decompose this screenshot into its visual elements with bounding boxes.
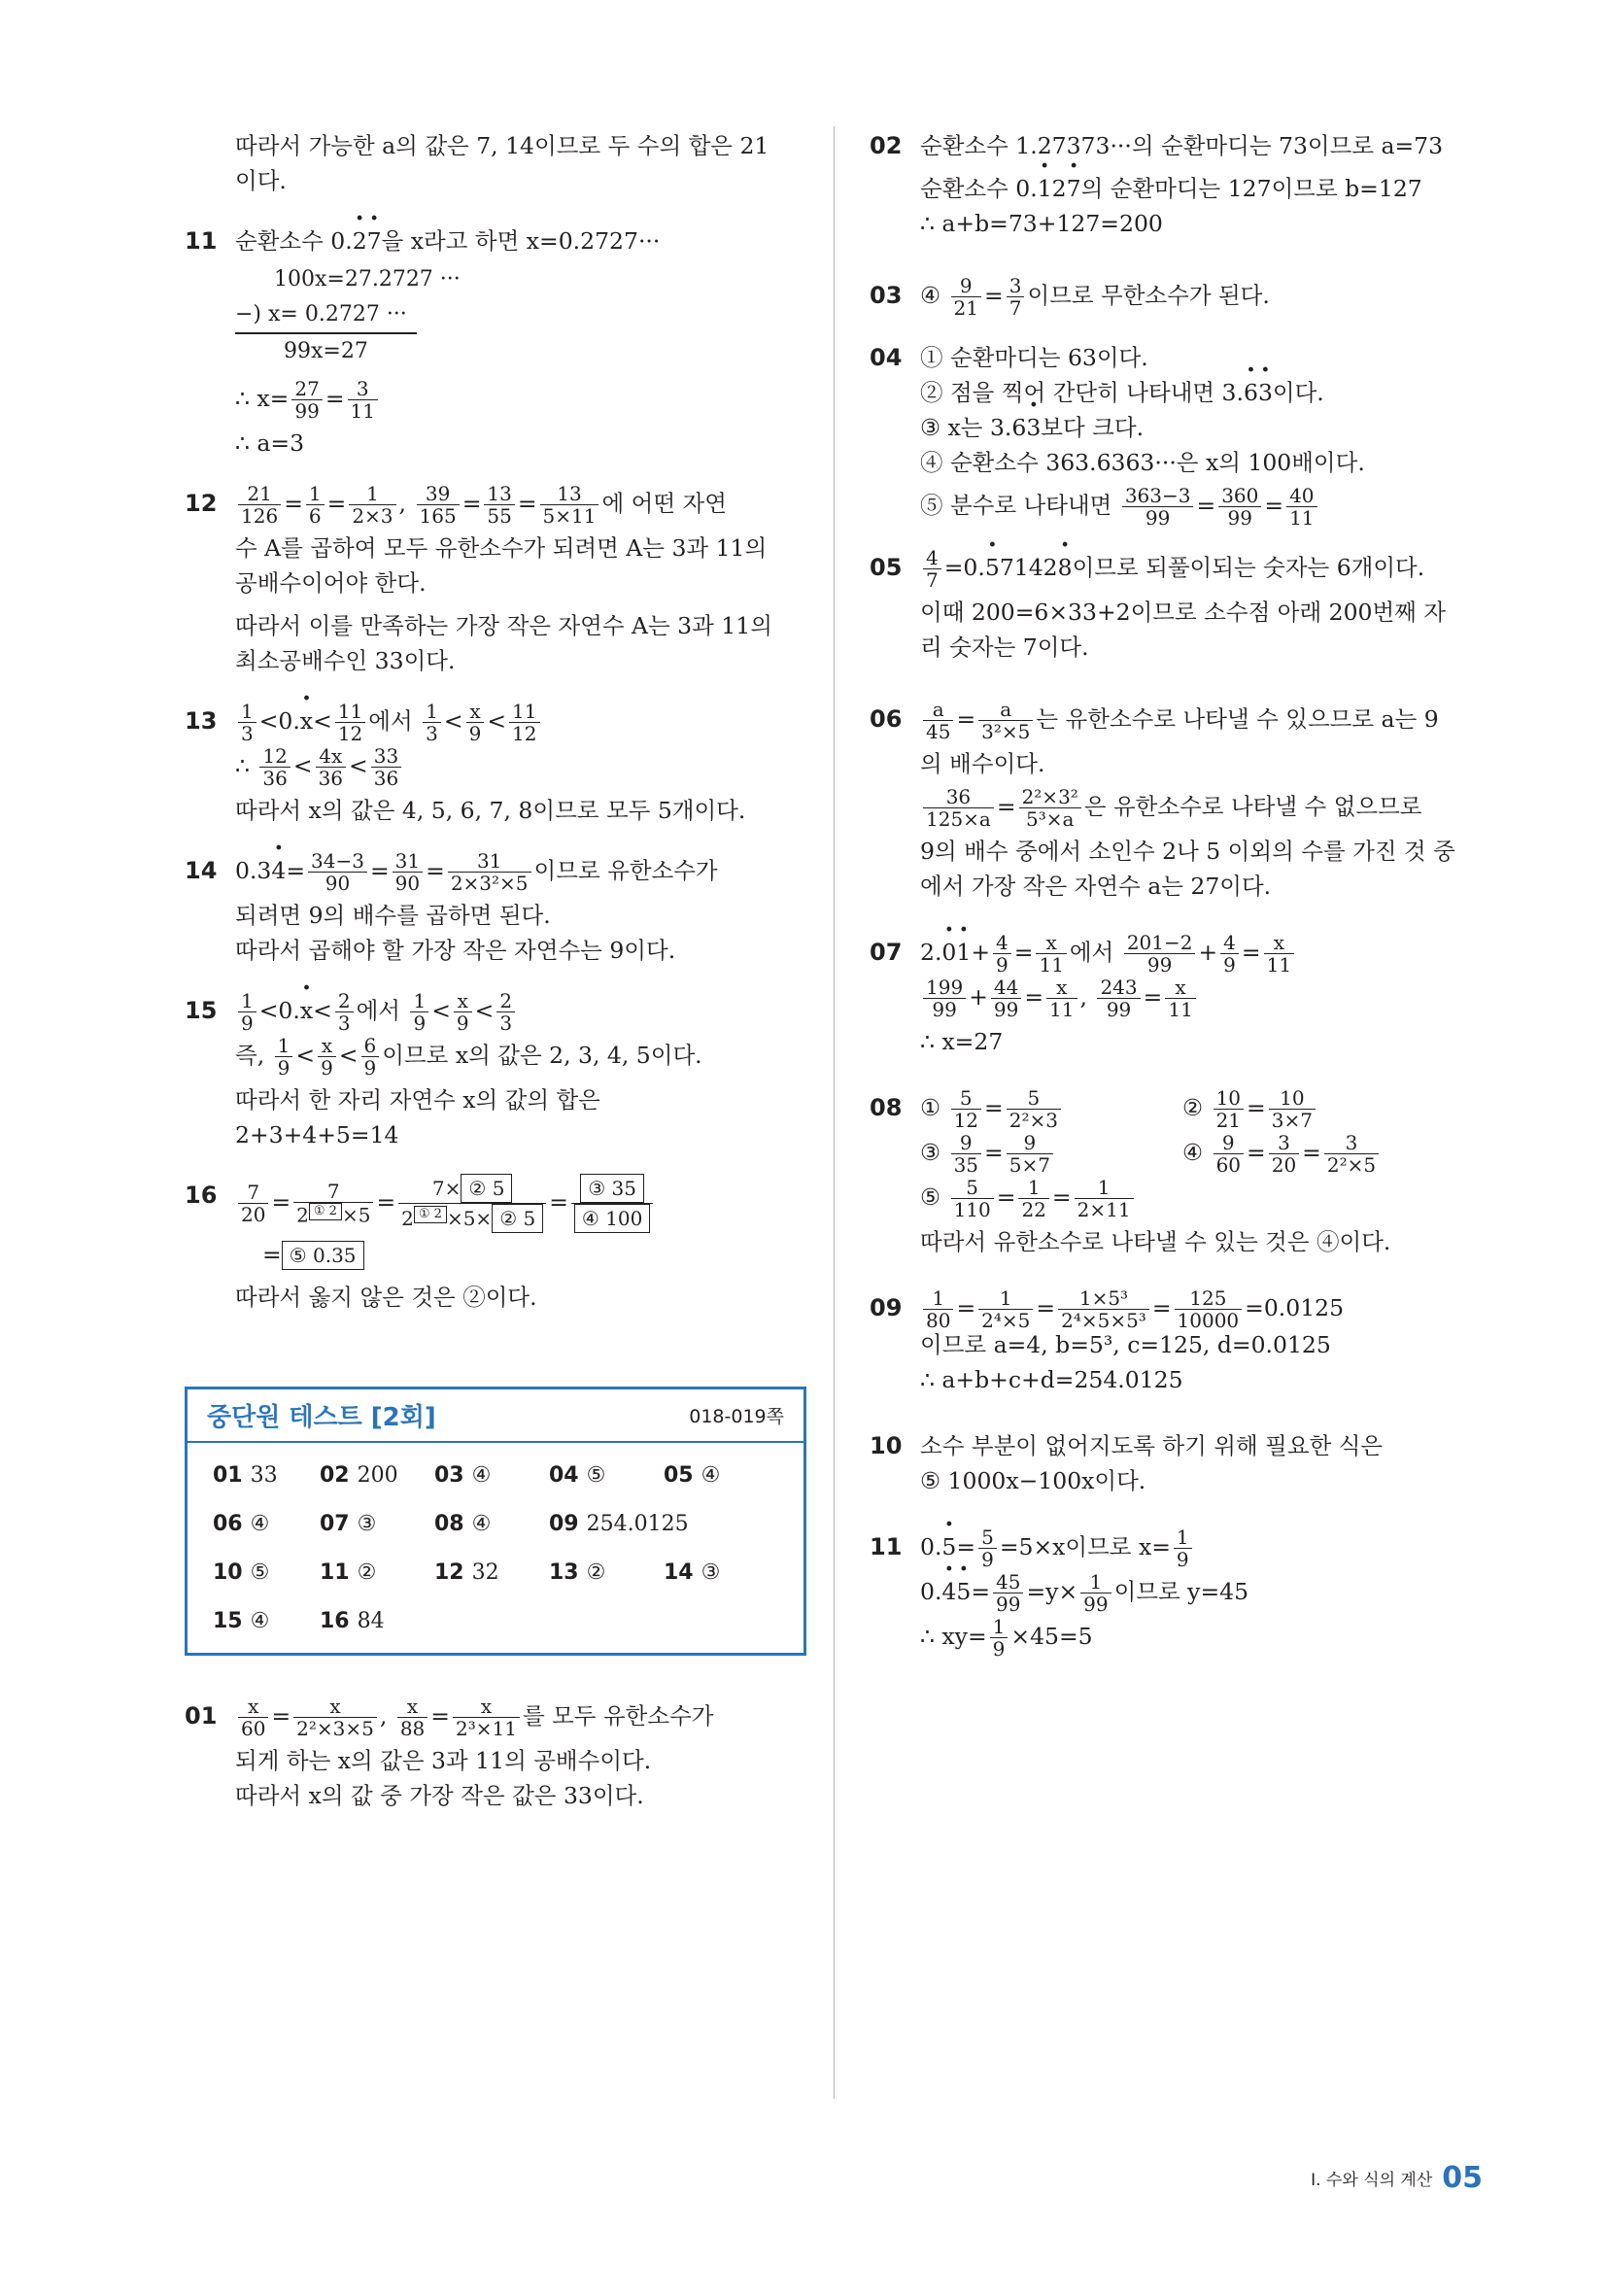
- text-line: 2+3+4+5=14: [235, 1121, 399, 1148]
- problem-04: [870, 336, 1491, 529]
- answer-number: 15: [213, 1609, 243, 1633]
- answer-value: ④: [250, 1512, 270, 1536]
- option: ③ $\frac{9}{35}$ = $\frac{9}{5\times 7}$: [920, 1131, 1182, 1176]
- text-line: ④ $\frac{9}{21}$ = $\frac{3}{7}$ 이므로 무한소수가 된다.: [920, 274, 1270, 320]
- text-line: 되려면 9의 배수를 곱하면 된다.: [235, 902, 551, 929]
- problem-number: 01: [185, 1702, 218, 1730]
- answer-number: 13: [549, 1560, 579, 1585]
- text-line: 의 배수이다.: [920, 750, 1045, 777]
- text-line: 에서 가장 작은 자연수 a는 27이다.: [920, 873, 1272, 900]
- test-pages: 018-019쪽: [689, 1406, 784, 1427]
- problem-number: 08: [870, 1094, 903, 1121]
- answer-value: ③: [357, 1512, 377, 1536]
- answer-item: [320, 1456, 434, 1495]
- problem-number: 11: [185, 227, 218, 255]
- text-line: 순환소수 1.27373···의 순환마디는 73이므로 a=73: [920, 132, 1444, 159]
- answer-number: 01: [213, 1463, 243, 1488]
- text-line: 순환소수 0.1 ·27 ·의 순환마디는 127이므로 b=127: [920, 167, 1491, 210]
- section-title: Ⅰ. 수와 식의 계산: [1311, 2171, 1433, 2190]
- option-line: ⑤ 분수로 나타내면 $\frac{363-3}{99}$ = $\frac{360}{99}$ = $\frac{40}{11}$: [920, 484, 1491, 529]
- problem-number: 09: [870, 1294, 903, 1321]
- text-line: 따라서 x의 값 중 가장 작은 값은 33이다.: [235, 1782, 644, 1809]
- answer-number: 06: [213, 1512, 243, 1536]
- problem-16: [185, 1174, 806, 1319]
- answer-number: 02: [320, 1463, 350, 1488]
- answer-value: ②: [357, 1560, 377, 1585]
- answer-item: [549, 1505, 770, 1544]
- text-line: 이때 200=6×33+2이므로 소수점 아래 200번째 자: [920, 599, 1447, 626]
- text-line: 따라서 가능한 a의 값은 7, 14이므로 두 수의 합은 21: [235, 132, 769, 159]
- problem-number: 06: [870, 705, 903, 733]
- text-line: 수 A를 곱하여 모두 유한소수가 되려면 A는 3과 11의: [235, 534, 768, 562]
- text-line: 최소공배수인 33이다.: [235, 647, 456, 674]
- blank-box: ② 5: [492, 1204, 543, 1233]
- text-line: 리 숫자는 7이다.: [920, 634, 1089, 661]
- problem-number: 10: [870, 1432, 903, 1459]
- text-line: 이므로 a=4, b=5³, c=125, d=0.0125: [920, 1331, 1331, 1358]
- text-line: 따라서 유한소수로 나타낼 수 있는 것은 ④이다.: [920, 1228, 1391, 1255]
- text-line: 이다.: [235, 167, 287, 194]
- option: ① $\frac{5}{12}$ = $\frac{5}{\text{2²×3}}$: [920, 1086, 1182, 1131]
- answer-value: ⑤: [250, 1560, 270, 1585]
- answer-item: [434, 1554, 549, 1593]
- problem-number: 15: [185, 997, 218, 1024]
- right-column: [870, 124, 1491, 1677]
- answer-number: 09: [549, 1512, 579, 1536]
- answer-number: 16: [320, 1609, 350, 1633]
- problem-12: [185, 482, 806, 682]
- problem-09: [870, 1286, 1491, 1401]
- text-line: $\frac{4}{7}$ =0.5 ·71428 ·이므로 되풀이되는 숫자는 6개이다.: [920, 546, 1491, 591]
- problem-number: 11: [870, 1533, 903, 1560]
- answer-value: 84: [357, 1609, 385, 1633]
- text-line: 순환소수 0.2 ·7 ·을 x라고 하면 x=0.2727···: [235, 220, 806, 262]
- text-line: 따라서 옳지 않은 것은 ②이다.: [235, 1284, 537, 1311]
- text-line: $\frac{7}{20}$ = $\frac{7}{\text{2 ① 2 ×5}}$ = $\frac{\text{7× ② 5}}{\text{2 ① 2 ×5× ② 5}}$ = $\frac{\text{③ 35}}{\text{④ 100}}$: [235, 1174, 806, 1233]
- problem-03: [870, 274, 1491, 319]
- text-line: ⑤ 1000x−100x이다.: [920, 1467, 1146, 1494]
- calc-line: −) x= 0.2727 ···: [255, 297, 806, 334]
- problem-11-right: [870, 1525, 1491, 1660]
- grid-spacer: [664, 1602, 770, 1641]
- problem-10-continued: [185, 124, 806, 202]
- problem-08: [870, 1086, 1491, 1263]
- text-line: 0.4 ·5 ·= $\frac{45}{99}$ =y× $\frac{1}{99}$ 이므로 y=45: [920, 1570, 1491, 1615]
- text-line: $\frac{199}{99}$ + $\frac{44}{99}$ = $\frac{x}{11}$ , $\frac{243}{99}$ = $\frac{x}{11}$: [920, 976, 1491, 1020]
- answer-value: ③: [701, 1560, 721, 1585]
- answer-value: 200: [357, 1463, 398, 1488]
- answer-value: ④: [471, 1463, 492, 1488]
- blank-box: ④ 100: [574, 1204, 650, 1233]
- text-line: ∴ a+b=73+127=200: [920, 210, 1163, 237]
- problem-05: [870, 546, 1491, 668]
- problem-number: 12: [185, 490, 218, 517]
- answer-item: [664, 1554, 770, 1593]
- text-line: $\frac{1}{3}$ <0.x ·< $\frac{11}{12}$ 에서 $\frac{1}{3}$ < $\frac{x}{9}$ < $\frac{11}{12}$: [235, 700, 806, 744]
- answer-number: 08: [434, 1512, 464, 1536]
- option-line: ① 순환마디는 63이다.: [920, 344, 1148, 371]
- left-column: [185, 124, 806, 1834]
- option-line: ② 점을 찍어 간단히 나타내면 3.6 ·3 ·이다.: [920, 371, 1491, 414]
- answer-item: [549, 1456, 664, 1495]
- answer-number: 10: [213, 1560, 243, 1585]
- subtraction-calc: [235, 262, 806, 369]
- option-line: ④ 순환소수 363.6363···은 x의 100배이다.: [920, 449, 1365, 476]
- answer-value: 33: [250, 1463, 278, 1488]
- option: ⑤ $\frac{5}{110}$ = $\frac{1}{22}$ = $\frac{1}{2\times 11}$: [920, 1176, 1182, 1220]
- text-line: 9의 배수 중에서 소인수 2나 5 이외의 수를 가진 것 중: [920, 838, 1455, 865]
- answer-value: ④: [471, 1512, 492, 1536]
- text-line: ∴ xy= $\frac{1}{9}$ ×45=5: [920, 1615, 1093, 1661]
- text-line: $\frac{21}{126}$ = $\frac{1}{6}$ = $\frac{1}{2\times 3}$ , $\frac{39}{165}$ = $\frac{13}{55}$ = $\frac{13}{5\times 11}$ 에 어떤 자연: [235, 482, 806, 527]
- problem-11: [185, 220, 806, 464]
- option-row: [920, 1131, 1491, 1176]
- answer-value: ④: [250, 1609, 270, 1633]
- answer-value: ⑤: [586, 1463, 606, 1488]
- text-line: $\frac{1}{9}$ <0.x ·< $\frac{2}{3}$ 에서 $\frac{1}{9}$ < $\frac{x}{9}$ < $\frac{2}{3}$: [235, 989, 806, 1034]
- answer-number: 07: [320, 1512, 350, 1536]
- answer-item: [320, 1602, 434, 1641]
- blank-box: ① 2: [414, 1206, 447, 1223]
- answer-item: [549, 1554, 664, 1593]
- text-line: $\frac{x}{60}$ = $\frac{x}{\text{2²×3×5}}$ , $\frac{x}{88}$ = $\frac{x}{\text{2³×11}}$ 를 모두 유한소수가: [235, 1695, 806, 1739]
- problem-07: [870, 931, 1491, 1063]
- problem-06: [870, 698, 1491, 908]
- text-line: $\frac{1}{80}$ = $\frac{1}{\text{2⁴×5}}$ = $\frac{\text{1×5³}}{\text{2⁴×5×5³}}$ = $\frac{125}{10000}$ =0.0125: [920, 1286, 1491, 1331]
- answer-number: 03: [434, 1463, 464, 1488]
- problem-number: 03: [870, 282, 903, 309]
- problem-number: 02: [870, 132, 903, 159]
- grid-spacer: [549, 1602, 664, 1641]
- text-line: = ⑤ 0.35: [235, 1233, 806, 1276]
- answer-item: [213, 1456, 320, 1495]
- page-number: 05: [1442, 2161, 1483, 2195]
- text-line: ∴ $\frac{12}{36}$ < $\frac{4x}{36}$ < $\frac{33}{36}$: [235, 744, 806, 789]
- answer-item: [664, 1456, 770, 1495]
- answer-item: [434, 1456, 549, 1495]
- text-line: 2.0 ·1 ·+ $\frac{4}{9}$ = $\frac{x}{11}$ 에서 $\frac{201-2}{99}$ + $\frac{4}{9}$ = $\frac{x}{11}$: [920, 931, 1491, 976]
- text-line: 소수 부분이 없어지도록 하기 위해 필요한 식은: [920, 1432, 1384, 1459]
- answer-number: 14: [664, 1560, 694, 1585]
- problem-number: 04: [870, 344, 903, 371]
- problem-number: 07: [870, 939, 903, 966]
- answer-item: [213, 1554, 320, 1593]
- text-line: ∴ a=3: [235, 429, 305, 457]
- text-line: 따라서 한 자리 자연수 x의 값의 합은: [235, 1086, 600, 1114]
- option-line: ③ x는 3.63 ·보다 크다.: [920, 406, 1491, 449]
- problem-number: 14: [185, 857, 218, 884]
- text-line: 따라서 이를 만족하는 가장 작은 자연수 A는 3과 11의: [235, 612, 772, 639]
- problem-10: [870, 1424, 1491, 1502]
- text-line: 공배수이어야 한다.: [235, 569, 427, 597]
- test-title: 중단원 테스트 [2회]: [207, 1403, 436, 1432]
- text-line: $\frac{36}{125\times a}$ = $\frac{\text{2²×3²}}{\text{5³×a}}$ 은 유한소수로 나타낼 수 없으므로: [920, 785, 1491, 830]
- answer-number: 04: [549, 1463, 579, 1488]
- answer-number: 12: [434, 1560, 464, 1585]
- text-line: 0.5 ·= $\frac{5}{9}$ =5×x이므로 x= $\frac{1}{9}$: [920, 1525, 1491, 1570]
- calc-line: 99x=27: [284, 339, 368, 363]
- answer-value: 32: [471, 1560, 499, 1585]
- text-line: ∴ x=27: [920, 1028, 1004, 1055]
- column-divider: [834, 126, 835, 2099]
- answer-item: [213, 1602, 320, 1641]
- blank-box: ⑤ 0.35: [282, 1241, 364, 1270]
- problem-15: [185, 989, 806, 1156]
- answer-value: ②: [586, 1560, 606, 1585]
- answer-value: ④: [701, 1463, 721, 1488]
- blank-box: ① 2: [309, 1203, 342, 1220]
- option: ② $\frac{10}{21}$ = $\frac{10}{3\times 7}$: [1182, 1086, 1445, 1131]
- option-row: [920, 1176, 1491, 1220]
- option-row: [920, 1086, 1491, 1131]
- answer-item: [434, 1505, 549, 1544]
- text-line: 따라서 x의 값은 4, 5, 6, 7, 8이므로 모두 5개이다.: [235, 797, 746, 824]
- text-line: ∴ a+b+c+d=254.0125: [920, 1366, 1183, 1393]
- answer-item: [213, 1505, 320, 1544]
- answer-number: 05: [664, 1463, 694, 1488]
- text-line: 0.34 ·= $\frac{34-3}{90}$ = $\frac{31}{90}$ = $\frac{31}{\text{2×3²×5}}$ 이므로 유한소수가: [235, 849, 806, 894]
- problem-number: 16: [185, 1182, 218, 1209]
- answer-item: [320, 1554, 434, 1593]
- problem-13: [185, 700, 806, 832]
- problem-01: [185, 1695, 806, 1817]
- blank-box: ③ 35: [580, 1174, 644, 1203]
- option: ④ $\frac{9}{60}$ = $\frac{3}{20}$ = $\frac{3}{\text{2²×5}}$: [1182, 1131, 1445, 1176]
- text-line: $\frac{a}{45}$ = $\frac{a}{\text{3²×5}}$ 는 유한소수로 나타낼 수 있으므로 a는 9: [920, 698, 1491, 742]
- test-header: [188, 1389, 804, 1443]
- answer-item: [320, 1505, 434, 1544]
- text-line: ∴ x= $\frac{27}{99}$ = $\frac{3}{11}$: [235, 377, 806, 422]
- problem-14: [185, 849, 806, 972]
- answer-grid: [188, 1443, 804, 1653]
- answer-value: 254.0125: [586, 1512, 689, 1536]
- page-footer: [1311, 2161, 1483, 2195]
- text-line: 따라서 곱해야 할 가장 작은 자연수는 9이다.: [235, 937, 676, 964]
- problem-number: 05: [870, 554, 903, 581]
- problem-number: 13: [185, 707, 218, 735]
- answer-number: 11: [320, 1560, 350, 1585]
- text-line: 되게 하는 x의 값은 3과 11의 공배수이다.: [235, 1747, 652, 1774]
- grid-spacer: [434, 1602, 549, 1641]
- text-line: 즉, $\frac{1}{9}$ < $\frac{x}{9}$ < $\frac{6}{9}$ 이므로 x의 값은 2, 3, 4, 5이다.: [235, 1034, 702, 1079]
- blank-box: ② 5: [461, 1174, 512, 1203]
- test-answer-box: [185, 1387, 806, 1656]
- problem-02: [870, 124, 1491, 245]
- calc-line: 100x=27.2727 ···: [274, 267, 461, 291]
